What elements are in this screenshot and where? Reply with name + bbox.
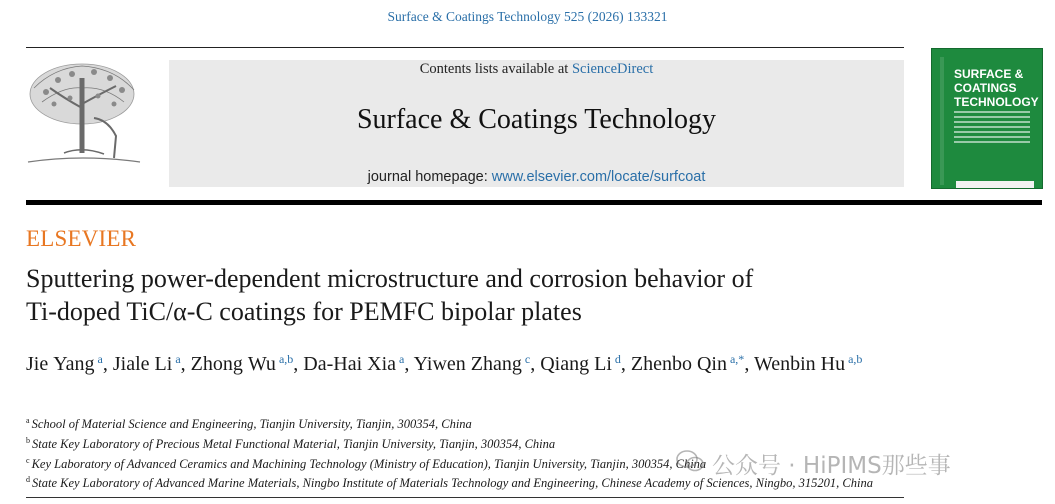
- affiliation-key: a: [26, 416, 30, 425]
- elsevier-logo[interactable]: [24, 58, 144, 251]
- author-name: Yiwen Zhang: [413, 353, 522, 375]
- journal-homepage: [169, 169, 904, 185]
- author-affiliation-marker[interactable]: a,b: [275, 352, 294, 366]
- cover-spine: [940, 57, 944, 185]
- article-title-line: Sputtering power-dependent microstructure and corrosion behavior of: [26, 264, 754, 293]
- author-name: Jie Yang: [26, 353, 95, 375]
- author-list: [26, 346, 1026, 377]
- header-divider: [26, 47, 904, 48]
- affiliation-key: d: [26, 475, 30, 485]
- affiliation-a: [26, 413, 1026, 433]
- author-name: Wenbin Hu: [753, 353, 846, 375]
- author-separator: ,: [293, 353, 304, 375]
- author-name: Zhenbo Qin: [630, 353, 727, 375]
- footer-divider: [26, 497, 904, 498]
- author-affiliation-marker[interactable]: a: [94, 352, 103, 366]
- affiliation-text: State Key Laboratory of Advanced Marine Materials, Ningbo Institute of Materials Technology and Engineering, Chinese Academy of Sciences, Ningbo, 315201, China: [32, 476, 873, 491]
- affiliation-text: Key Laboratory of Advanced Ceramics and Machining Technology (Ministry of Education), Tianjin University, Tianjin, 300354, China: [31, 456, 707, 471]
- masthead-divider: [26, 200, 1042, 205]
- author-separator: ,: [180, 353, 191, 375]
- author[interactable]: [631, 353, 749, 375]
- author-affiliation-marker[interactable]: c: [521, 352, 531, 366]
- elsevier-tree-icon: [24, 58, 144, 168]
- journal-reference-link[interactable]: Surface & Coatings Technology 525 (2026) 133321: [387, 9, 668, 24]
- author[interactable]: [191, 353, 304, 375]
- journal-reference[interactable]: [0, 9, 1055, 25]
- journal-title: Surface & Coatings Technology: [356, 104, 717, 135]
- contents-availability: [169, 61, 904, 78]
- homepage-link[interactable]: www.elsevier.com/locate/surfcoat: [491, 169, 706, 185]
- author[interactable]: [754, 353, 862, 375]
- affiliation-key: b: [26, 435, 30, 445]
- author-separator: ,: [102, 353, 113, 375]
- author-name: Zhong Wu: [190, 353, 276, 375]
- journal-cover-thumbnail[interactable]: [931, 48, 1043, 189]
- sciencedirect-link[interactable]: ScienceDirect: [571, 61, 654, 77]
- affiliation-text: State Key Laboratory of Precious Metal Functional Material, Tianjin University, Tianjin, 300354, China: [32, 436, 556, 451]
- author-affiliation-marker[interactable]: d: [611, 352, 621, 366]
- cover-title: SURFACE & COATINGS TECHNOLOGY: [954, 67, 1039, 109]
- watermark-text: 公众号 · HiPIMS那些事: [712, 453, 951, 479]
- article-title-line: Ti-doped TiC/α-C coatings for PEMFC bipolar plates: [26, 297, 582, 326]
- author-affiliation-marker[interactable]: a,b: [845, 352, 863, 366]
- author[interactable]: [113, 353, 191, 375]
- author[interactable]: [303, 353, 413, 375]
- cover-image: [956, 181, 1034, 189]
- elsevier-wordmark: ELSEVIER: [26, 226, 137, 251]
- affiliation-text: School of Material Science and Engineering, Tianjin University, Tianjin, 300354, China: [31, 417, 472, 431]
- author-affiliation-marker[interactable]: a: [172, 352, 181, 366]
- author-separator: ,: [620, 353, 631, 375]
- affiliation-key: c: [26, 455, 30, 465]
- author-name: Qiang Li: [540, 353, 612, 375]
- journal-banner: [169, 60, 904, 187]
- author-affiliation-marker[interactable]: a,*: [726, 352, 745, 366]
- author-separator: ,: [744, 353, 750, 375]
- author-name: Jiale Li: [112, 353, 173, 375]
- author-separator: ,: [404, 353, 414, 375]
- author[interactable]: [414, 353, 541, 375]
- author-name: Da-Hai Xia: [303, 353, 396, 375]
- author-affiliation-marker[interactable]: a: [396, 352, 405, 366]
- contents-prefix: Contents lists available at: [419, 61, 572, 77]
- article-title: [26, 262, 1006, 328]
- cover-text-lines: [954, 111, 1030, 146]
- homepage-prefix: journal homepage:: [367, 169, 492, 185]
- author-separator: ,: [530, 353, 541, 375]
- author[interactable]: [540, 353, 631, 375]
- author[interactable]: [26, 353, 113, 375]
- wechat-icon: [676, 450, 704, 472]
